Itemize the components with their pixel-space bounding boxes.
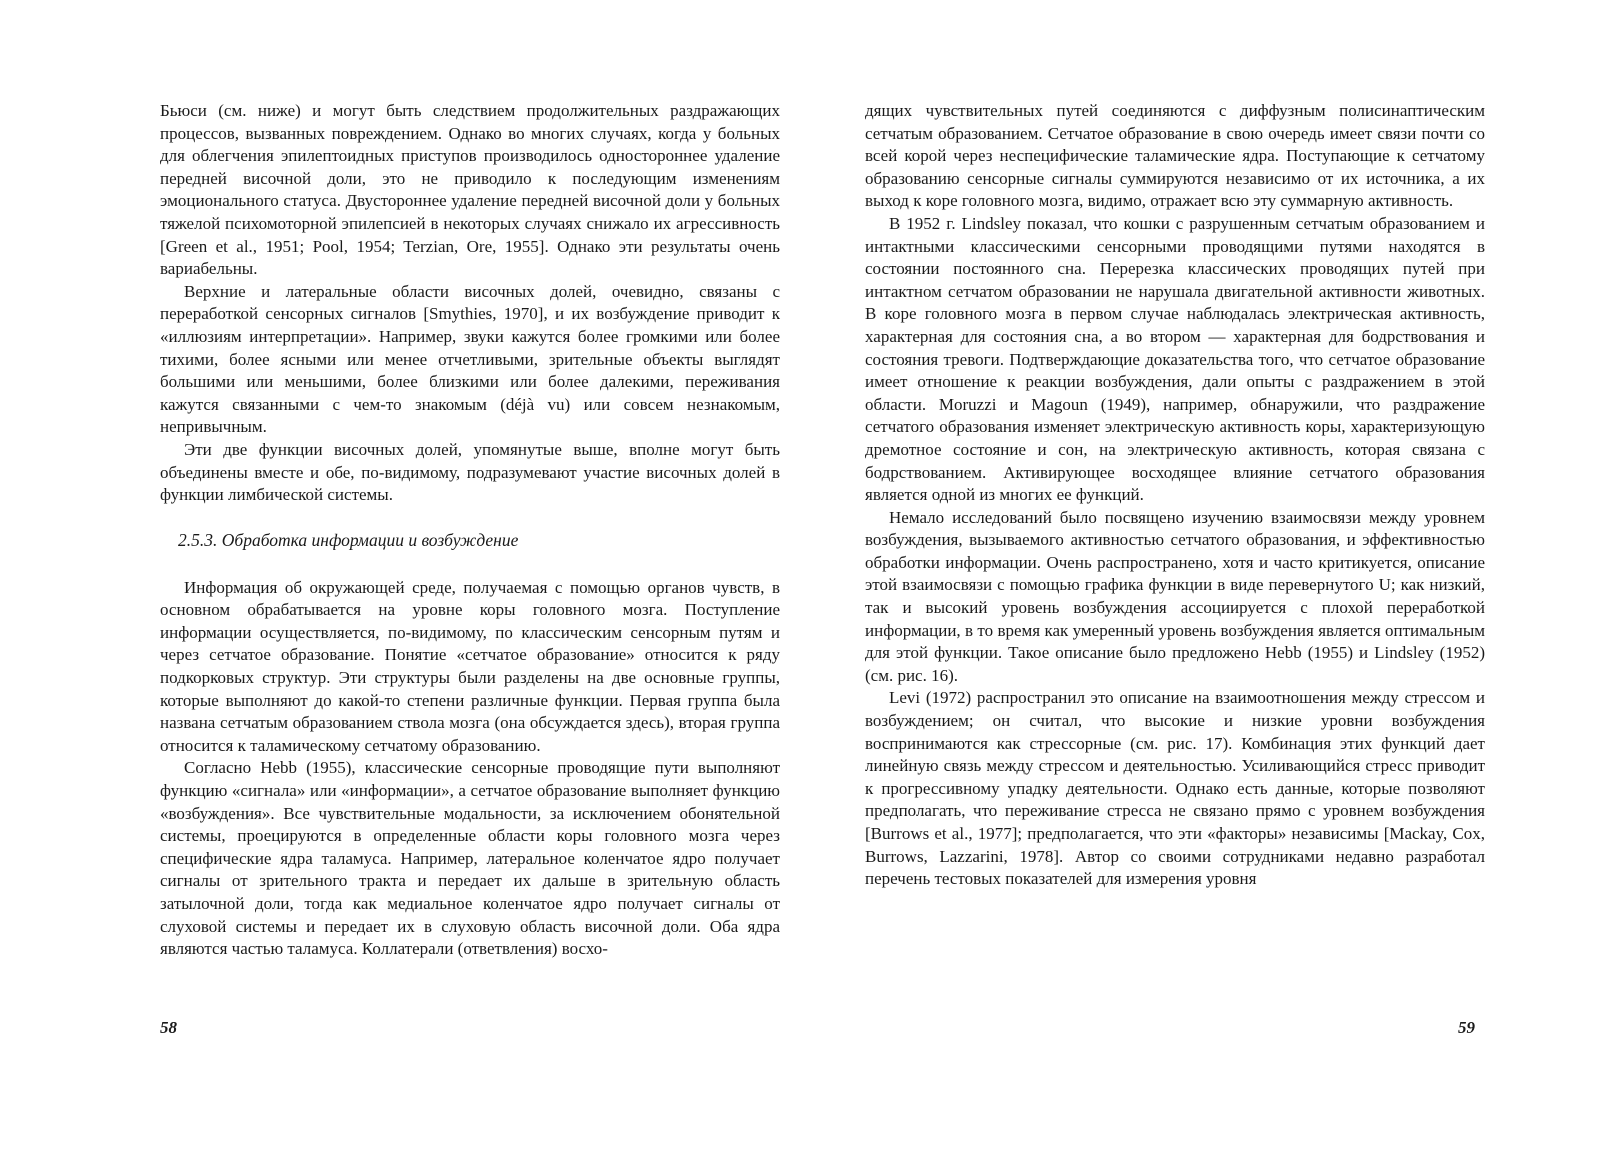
paragraph: Информация об окружающей среде, получаемая с помощью органов чувств, в основном обрабатывается на уровне коры головного мозга. Поступление информации осуществляется, по-видимому, по классическим сенсорным путям и через сетчатое образование. Понятие «сетчатое образование» относится к ряду подкорковых структур. Эти структуры были разделены на две основные группы, которые выполняют до какой-то степени различные функции. Первая группа была названа сетчатым образованием ствола мозга (она обсуждается здесь), вторая группа относится к таламическому сетчатому образованию.	[160, 577, 780, 755]
section-heading: 2.5.3. Обработка информации и возбуждение	[178, 529, 519, 550]
paragraph: дящих чувствительных путей соединяются с диффузным полисинаптическим сетчатым образованием. Сетчатое образование в свою очередь имеет связи почти со всей корой через неспецифические таламические ядра. Поступающие к сетчатому образованию сенсорные сигналы суммируются независимо от их источника, а их выход к коре головного мозга, видимо, отражает всю эту суммарную активность.	[865, 101, 1485, 211]
right-page	[865, 100, 1485, 891]
paragraph: Немало исследований было посвящено изучению взаимосвязи между уровнем возбуждения, вызываемого активностью сетчатого образования, и эффективностью обработки информации. Очень распространено, хотя и часто критикуется, описание этой взаимосвязи с помощью графика функции в виде перевернутого U; как низкий, так и высокий уровень возбуждения ассоциируется с плохой переработкой информации, в то время как умеренный уровень возбуждения является оптимальным для этой функции. Такое описание было предложено Hebb (1955) и Lindsley (1952) (см. рис. 16).	[865, 507, 1485, 685]
paragraph: В 1952 г. Lindsley показал, что кошки с разрушенным сетчатым образованием и интактными классическими сенсорными проводящими путями находятся в состоянии постоянного сна. Перерезка классических проводящих путей при интактном сетчатом образовании не нарушала двигательной активности животных. В коре головного мозга в первом случае наблюдалась электрическая активность, характерная для состояния сна, а во втором — характерная для бодрствования и состояния тревоги. Подтверждающие доказательства того, что сетчатое образование имеет отношение к реакции возбуждения, дали опыты с раздражением в этой области. Moruzzi и Magoun (1949), например, обнаружили, что раздражение сетчатого образования изменяет электрическую активность коры, характеризующую дремотное состояние и сон, на электрическую активность, которая связана с бодрствованием. Активирующее восходящее влияние сетчатого образования является одной из многих ее функций.	[865, 213, 1485, 505]
paragraph: Бьюси (см. ниже) и могут быть следствием продолжительных раздражающих процессов, вызванных повреждением. Однако во многих случаях, когда у больных для облегчения эпилептоидных приступов производилось одностороннее удаление передней височной доли, это не приводило к последующим изменениям эмоционального статуса. Двустороннее удаление передней височной доли у больных тяжелой психомоторной эпилепсией в некоторых случаях снижало их агрессивность [Green et al., 1951; Pool, 1954; Terzian, Ore, 1955]. Однако эти результаты очень вариабельны.	[160, 101, 780, 279]
paragraph: Верхние и латеральные области височных долей, очевидно, связаны с переработкой сенсорных сигналов [Smythies, 1970], и их возбуждение приводит к «иллюзиям интерпретации». Например, звуки кажутся более громкими или более тихими, более ясными или менее отчетливыми, зрительные объекты выглядят большими или меньшими, более близкими или более далекими, переживания кажутся связанными с чем-то знакомым (déjà vu) или совсем незнакомым, непривычным.	[160, 281, 780, 437]
left-page	[160, 100, 780, 961]
paragraph: Levi (1972) распространил это описание на взаимоотношения между стрессом и возбуждением; он считал, что высокие и низкие уровни возбуждения воспринимаются как стрессорные (см. рис. 17). Комбинация этих функций дает линейную связь между стрессом и деятельностью. Усиливающийся стресс приводит к прогрессивному упадку деятельности. Однако есть данные, которые позволяют предполагать, что переживание стресса не связано прямо с уровнем возбуждения [Burrows et al., 1977]; предполагается, что эти «факторы» независимы [Mackay, Cox, Burrows, Lazzarini, 1978]. Автор со своими сотрудниками недавно разработал перечень тестовых показателей для измерения уровня	[865, 688, 1485, 889]
page-number-left: 58	[160, 1018, 177, 1037]
page-number-right: 59	[1458, 1018, 1475, 1037]
paragraph: Согласно Hebb (1955), классические сенсорные проводящие пути выполняют функцию «сигнала» или «информации», а сетчатое образование выполняет функцию «возбуждения». Все чувствительные модальности, за исключением обонятельной системы, проецируются в определенные области коры головного мозга через специфические ядра таламуса. Например, латеральное коленчатое ядро получает сигналы от зрительного тракта и передает их дальше в зрительную область затылочной доли, тогда как медиальное коленчатое ядро получает сигналы от слуховой системы и передает их в слуховую область височной доли. Оба ядра являются частью таламуса. Коллатерали (ответвления) восхо-	[160, 758, 780, 959]
paragraph: Эти две функции височных долей, упомянутые выше, вполне могут быть объединены вместе и обе, по-видимому, подразумевают участие височных долей в функции лимбической системы.	[160, 439, 780, 505]
